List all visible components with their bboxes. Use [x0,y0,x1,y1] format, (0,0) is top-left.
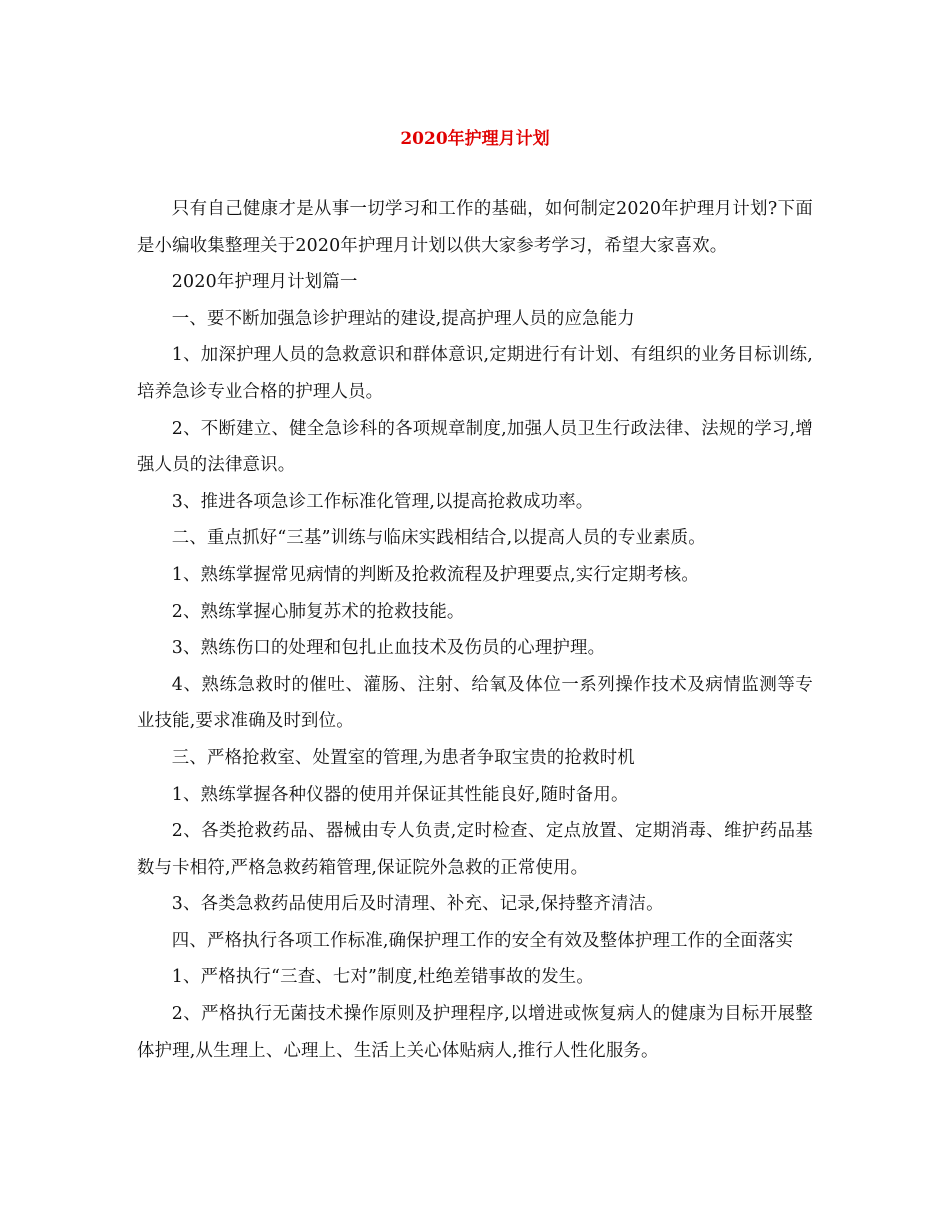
paragraph-item: 2、各类抢救药品、器械由专人负责,定时检查、定点放置、定期消毒、维护药品基数与卡相符,严格急救药箱管理,保证院外急救的正常使用。 [137,821,813,878]
paragraph-item: 1、熟练掌握常见病情的判断及抢救流程及护理要点,实行定期考核。 [171,564,699,585]
paragraph-item: 1、严格执行“三查、七对”制度,杜绝差错事故的发生。 [171,967,594,988]
paragraph-item: 1、加深护理人员的急救意识和群体意识,定期进行有计划、有组织的业务目标训练,培养急诊专业合格的护理人员。 [137,345,813,402]
document-body [137,191,813,1069]
paragraph-heading-1: 一、要不断加强急诊护理站的建设,提高护理人员的应急能力 [171,308,635,329]
paragraph-item: 3、熟练伤口的处理和包扎止血技术及伤员的心理护理。 [171,638,606,659]
paragraph-item: 1、熟练掌握各种仪器的使用并保证其性能良好,随时备用。 [171,784,629,805]
paragraph-heading-4: 四、严格执行各项工作标准,确保护理工作的安全有效及整体护理工作的全面落实 [171,930,794,951]
paragraph-item: 4、熟练急救时的催吐、灌肠、注射、给氧及体位一系列操作技术及病情监测等专业技能,要求准确及时到位。 [137,674,813,732]
paragraph-item: 2、严格执行无菌技术操作原则及护理程序,以增进或恢复病人的健康为目标开展整体护理,从生理上、心理上、生活上关心体贴病人,推行人性化服务。 [137,1004,813,1061]
document-title: 2020年护理月计划 [400,129,550,149]
paragraph-heading-3: 三、严格抢救室、处置室的管理,为患者争取宝贵的抢救时机 [171,747,635,768]
paragraph-item: 3、推进各项急诊工作标准化管理,以提高抢救成功率。 [171,491,594,512]
paragraph-item: 2、熟练掌握心肺复苏术的抢救技能。 [171,601,465,622]
paragraph-intro: 只有自己健康才是从事一切学习和工作的基础，如何制定2020年护理月计划?下面是小编收集整理关于2020年护理月计划以供大家参考学习，希望大家喜欢。 [137,199,813,256]
paragraph-item: 2、不断建立、健全急诊科的各项规章制度,加强人员卫生行政法律、法规的学习,增强人员的法律意识。 [137,418,813,476]
paragraph-item: 3、各类急救药品使用后及时清理、补充、记录,保持整齐清洁。 [171,894,664,915]
paragraph-heading-2: 二、重点抓好“三基”训练与临床实践相结合,以提高人员的专业素质。 [171,528,706,549]
paragraph-section-heading: 2020年护理月计划篇一 [171,272,358,293]
